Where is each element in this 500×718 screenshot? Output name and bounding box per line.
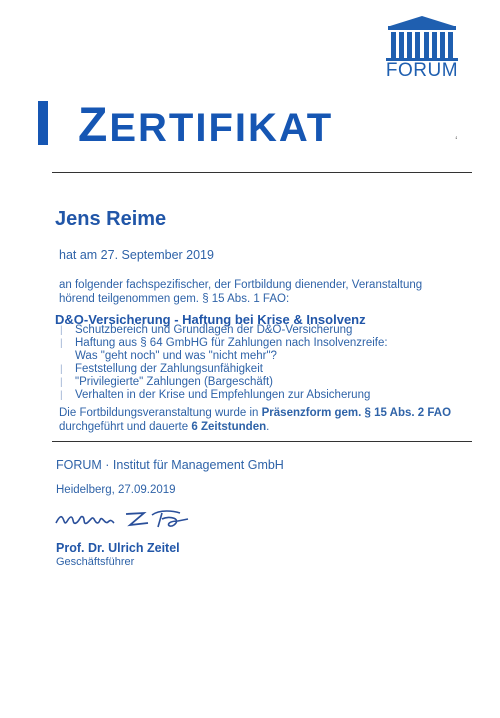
course-title: D&O-Versicherung - Haftung bei Krise & Insolvenz xyxy=(55,312,366,327)
summary-part3: . xyxy=(266,421,270,433)
title-accent-bar xyxy=(38,101,48,145)
signer-role: Geschäftsführer xyxy=(56,556,135,568)
attendance-date: hat am 27. September 2019 xyxy=(59,248,214,262)
recipient-name: Jens Reime xyxy=(55,208,167,230)
topic-item xyxy=(60,337,440,350)
bullet-bar-icon: | xyxy=(60,390,63,401)
topic-text: Verhalten in der Krise und Empfehlungen zur Absicherung xyxy=(75,389,371,401)
topic-text: Schutzbereich und Grundlagen der D&O-Versicherung xyxy=(75,324,353,336)
organization-name: FORUM · Institut für Management GmbH xyxy=(56,458,284,472)
pen-mark-icon: ʻ xyxy=(455,134,458,148)
title-initial: Z xyxy=(78,99,110,152)
topic-text: "Privilegierte" Zahlungen (Bargeschäft) xyxy=(75,376,274,388)
topic-item xyxy=(60,389,440,402)
signer-name: Prof. Dr. Ulrich Zeitel xyxy=(56,541,180,555)
divider-bottom xyxy=(52,441,472,442)
topic-text: Feststellung der Zahlungsunfähigkeit xyxy=(75,363,263,375)
place-date: Heidelberg, 27.09.2019 xyxy=(56,484,176,496)
bullet-bar-icon: | xyxy=(60,364,63,375)
topic-list xyxy=(60,324,440,402)
summary-part1: Die Fortbildungsveranstaltung wurde in xyxy=(59,407,262,419)
summary-part2: durchgeführt und dauerte xyxy=(59,421,192,433)
bullet-bar-icon: | xyxy=(60,338,63,349)
logo-text: FORUM xyxy=(385,60,459,81)
summary-form: Präsenzform gem. § 15 Abs. 2 FAO xyxy=(261,407,452,419)
title-rest: ERTIFIKAT xyxy=(109,106,334,150)
divider-top xyxy=(52,172,472,173)
summary-duration: 6 Zeitstunden xyxy=(191,421,267,433)
topic-text: Haftung aus § 64 GmbHG für Zahlungen nach Insolvenzreife: xyxy=(75,337,388,349)
signature-icon xyxy=(52,503,202,533)
topic-item xyxy=(60,324,440,337)
topic-text: Was "geht noch" und was "nicht mehr"? xyxy=(75,350,277,362)
topic-item-continuation xyxy=(60,350,440,363)
topic-item xyxy=(60,376,440,389)
intro-text: an folgender fachspezifischer, der Fortbildung dienender, Veranstaltung hörend teilgenommen gem. § 15 Abs. 1 FAO: xyxy=(59,279,423,305)
certificate-title xyxy=(78,100,333,154)
summary-text xyxy=(59,406,469,434)
topic-item xyxy=(60,363,440,376)
bullet-bar-icon: | xyxy=(60,377,63,388)
bullet-bar-icon: | xyxy=(60,325,63,336)
